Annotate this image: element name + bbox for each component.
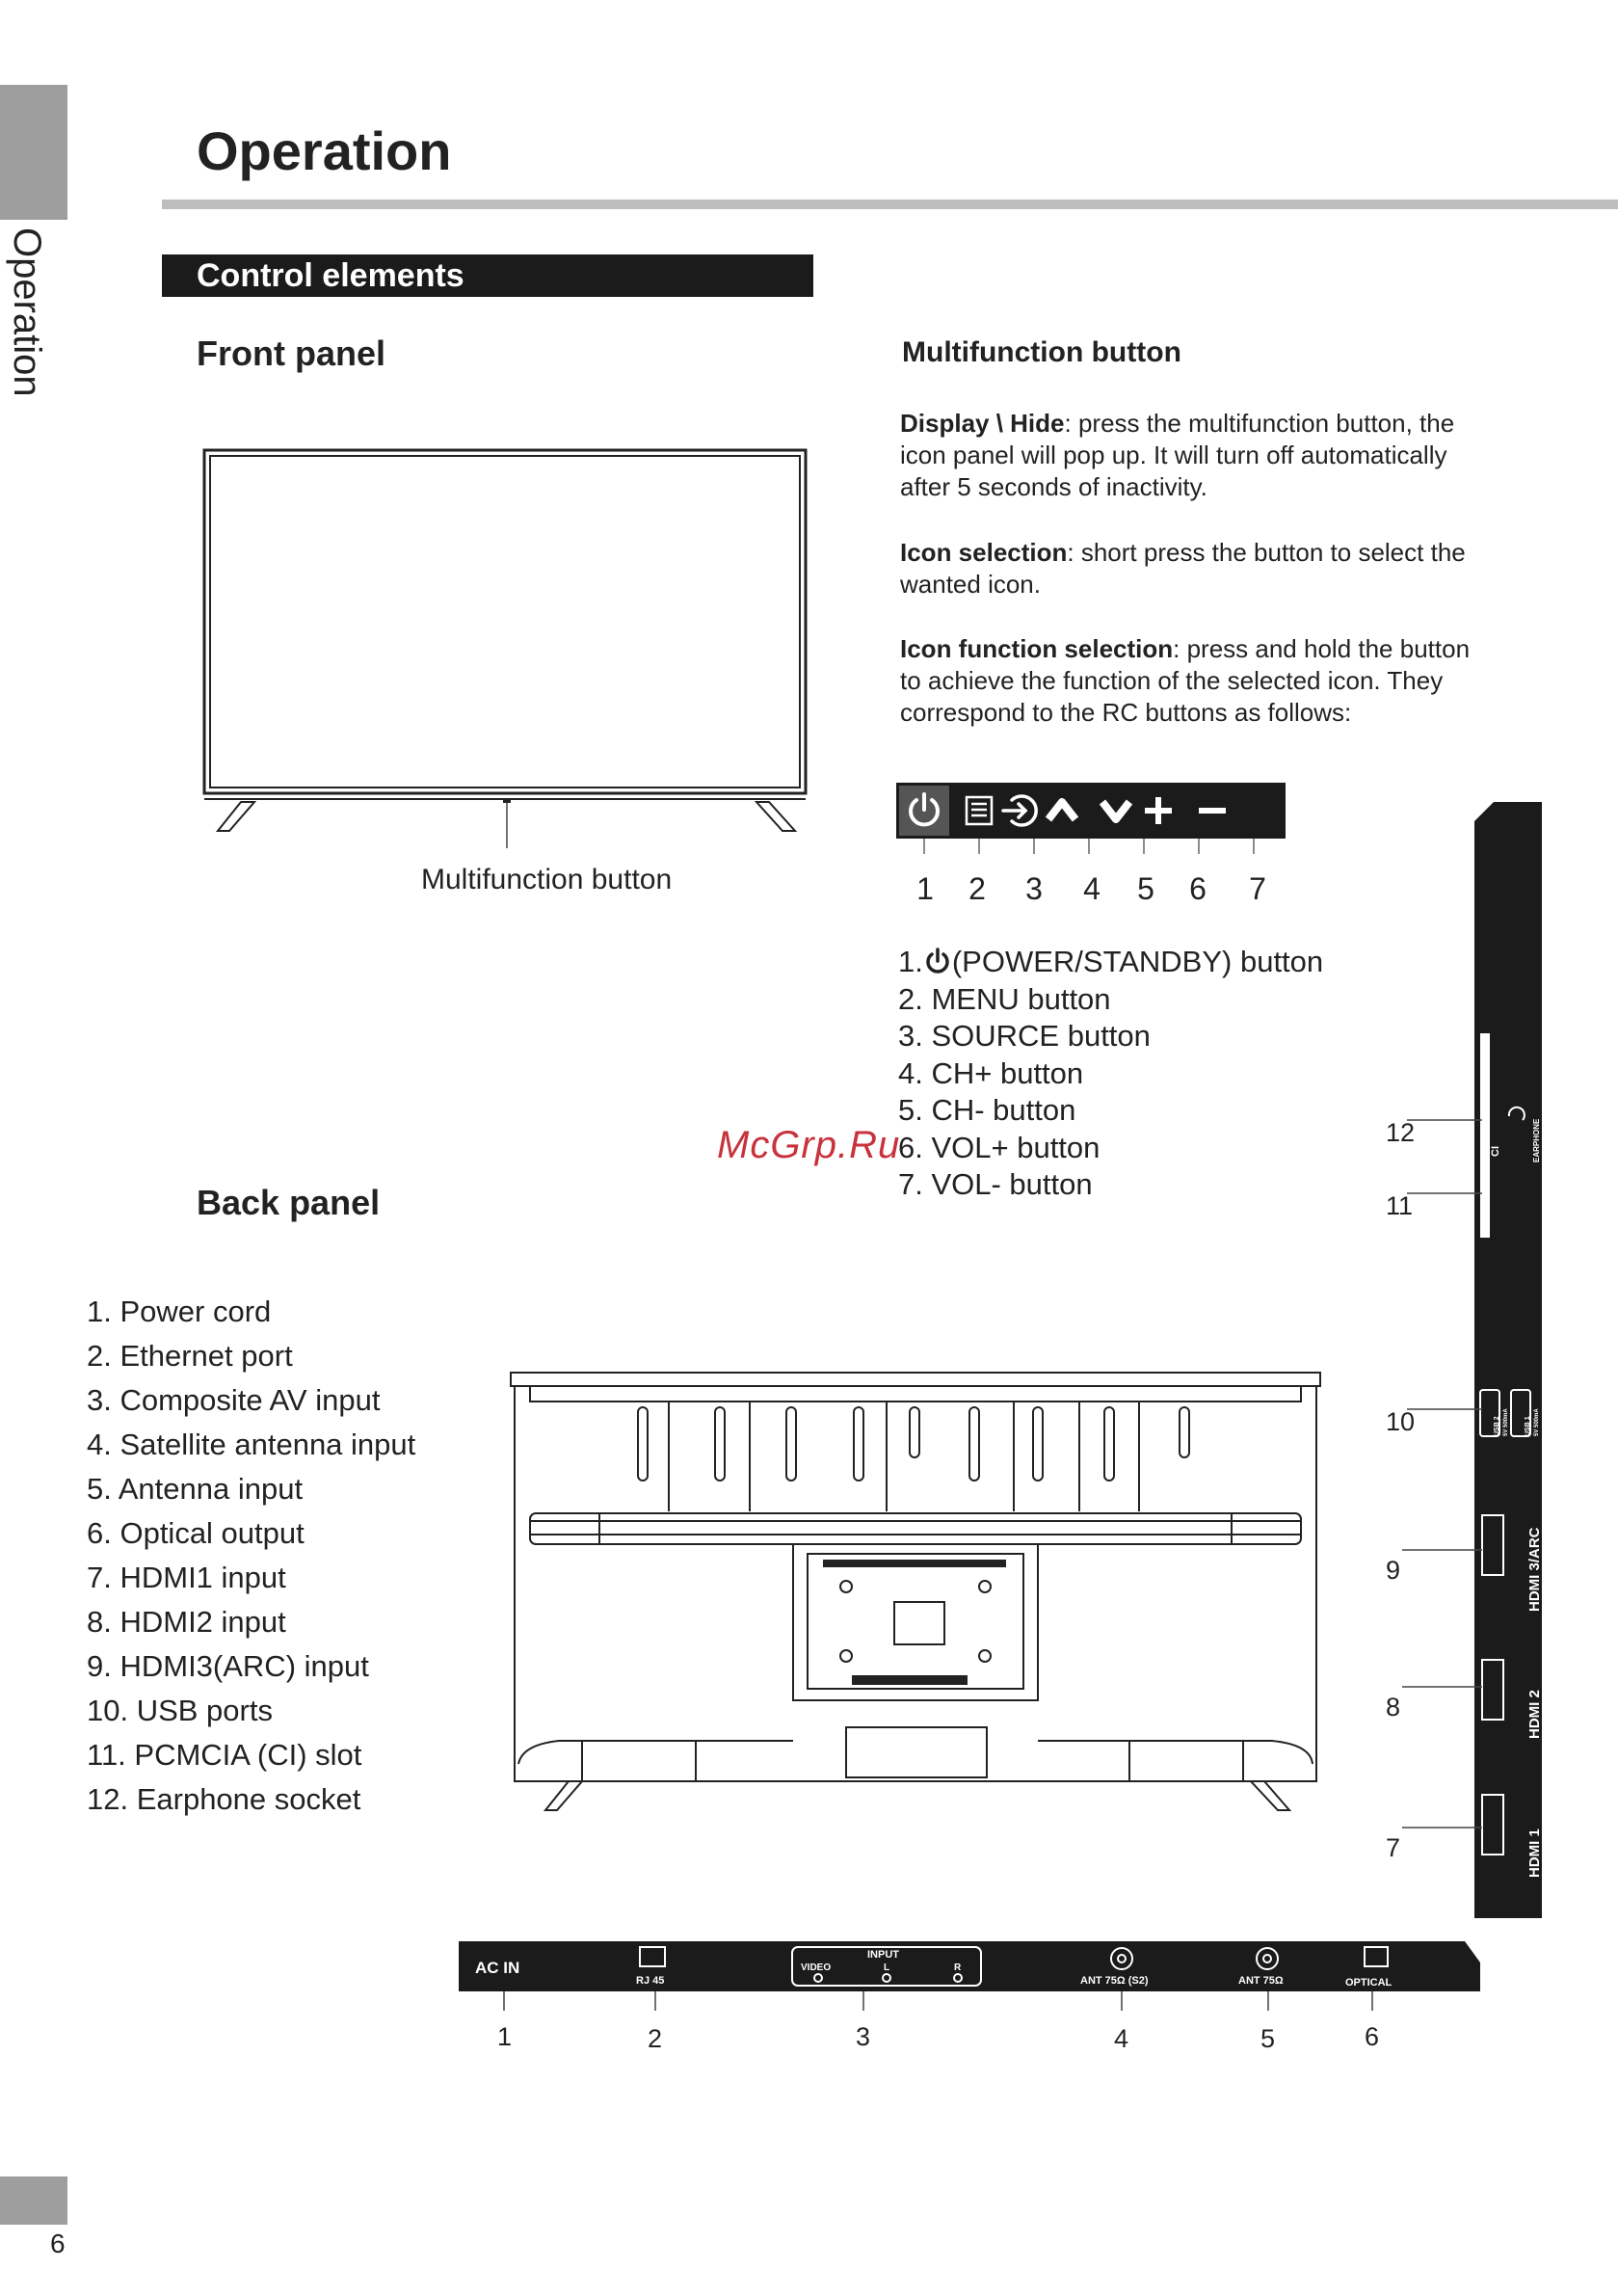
hdmi1-label: HDMI 1: [1526, 1829, 1543, 1878]
icon-leader-lines: [896, 839, 1286, 856]
multifunction-button-marker: [503, 798, 511, 803]
icon-number: 1: [916, 871, 934, 906]
title-rule: [162, 200, 1618, 209]
icon-number: 5: [1137, 871, 1154, 906]
callout-number: 1: [497, 2022, 513, 2051]
front-panel-heading: Front panel: [197, 334, 385, 373]
tv-screen: [210, 456, 800, 788]
video-label: VIDEO: [801, 1962, 832, 1973]
section-header: Control elements: [162, 254, 813, 297]
button-list-item: 3. SOURCE button: [898, 1019, 1151, 1053]
list-item: 4. Satellite antenna input: [87, 1428, 416, 1461]
callout-number: 9: [1386, 1556, 1401, 1585]
list-item: 9. HDMI3(ARC) input: [87, 1649, 369, 1683]
button-list-item: 2. MENU button: [898, 981, 1111, 1016]
ac-in-label: AC IN: [475, 1959, 520, 1977]
watermark: McGrp.Ru: [717, 1124, 901, 1166]
page-number-marker: [0, 2176, 67, 2225]
list-item: 1. Power cord: [87, 1295, 272, 1328]
side-connector-strip: [1378, 802, 1542, 1920]
usb1-rating: 5V 500mA: [1534, 1408, 1540, 1436]
audio-l-label: L: [884, 1962, 890, 1973]
button-list-item: 4. CH+ button: [898, 1055, 1084, 1090]
list-item: 7. HDMI1 input: [87, 1561, 286, 1594]
button-list-item: 6. VOL+ button: [898, 1130, 1101, 1164]
icon-selection-paragraph: Icon selection: short press the button to select the wanted icon.: [900, 538, 1466, 599]
ant-s2-label: ANT 75Ω (S2): [1080, 1975, 1149, 1987]
page-number: 6: [50, 2229, 66, 2258]
vent-slots: [638, 1407, 1189, 1481]
callout-number: 11: [1386, 1191, 1414, 1220]
button-list-item: 7. VOL- button: [898, 1167, 1093, 1201]
left-foot: [218, 802, 254, 831]
ant-label: ANT 75Ω: [1238, 1975, 1284, 1987]
audio-r-label: R: [954, 1962, 962, 1973]
callout-number: 10: [1386, 1407, 1416, 1436]
list-item: 5. Antenna input: [87, 1472, 304, 1506]
ci-slot: [1480, 1033, 1490, 1238]
callout-number: 7: [1386, 1833, 1401, 1862]
list-item: 8. HDMI2 input: [87, 1605, 286, 1639]
tv-front-illustration: [193, 443, 819, 848]
list-item: 6. Optical output: [87, 1516, 305, 1550]
tv-back-illustration: [501, 1367, 1330, 1887]
button-list-item: 1. (POWER/STANDBY) button: [898, 945, 1324, 978]
icon-number: 6: [1189, 871, 1207, 906]
usb1-label: USB 1: [1525, 1416, 1531, 1436]
right-foot: [756, 802, 795, 831]
callout-number: 3: [856, 2022, 871, 2051]
button-list: [898, 944, 1323, 1204]
icon-number: 2: [968, 871, 986, 906]
back-panel-list: [87, 1290, 415, 1822]
icon-panel: [896, 783, 1286, 839]
callout-number: 6: [1365, 2022, 1380, 2051]
ci-label: CI: [1490, 1146, 1501, 1157]
callout-number: 8: [1386, 1693, 1401, 1722]
input-label: INPUT: [867, 1949, 899, 1961]
side-tab-label: Operation: [6, 227, 48, 397]
hdmi3-label: HDMI 3/ARC: [1526, 1527, 1543, 1612]
icon-function-paragraph: Icon function selection: press and hold the button to achieve the function of the selected icon. They correspond to the RC buttons as follows:: [900, 634, 1471, 727]
back-panel-heading: Back panel: [197, 1183, 381, 1222]
list-item: 3. Composite AV input: [87, 1383, 381, 1417]
list-item: 11. PCMCIA (CI) slot: [87, 1738, 362, 1772]
list-item: 2. Ethernet port: [87, 1339, 293, 1373]
icon-number: 4: [1083, 871, 1101, 906]
callout-number: 2: [648, 2024, 663, 2053]
multifunction-button-caption: Multifunction button: [421, 864, 673, 895]
bottom-connector-strip: [459, 1939, 1482, 2011]
callout-number: 12: [1386, 1118, 1416, 1147]
list-item: 12. Earphone socket: [87, 1782, 361, 1816]
optical-label: OPTICAL: [1345, 1977, 1393, 1989]
icon-number: 7: [1249, 871, 1266, 906]
hdmi2-label: HDMI 2: [1526, 1690, 1543, 1739]
usb2-rating: 5V 500mA: [1503, 1408, 1509, 1436]
power-icon: [923, 947, 952, 975]
multifunction-heading: Multifunction button: [902, 336, 1181, 368]
side-tab-marker: [0, 85, 67, 220]
callout-number: 5: [1260, 2024, 1276, 2053]
callout-number: 4: [1114, 2024, 1129, 2053]
usb2-label: USB 2: [1494, 1416, 1500, 1436]
icon-number: 3: [1025, 871, 1043, 906]
earphone-label: EARPHONE: [1532, 1118, 1541, 1162]
list-item: 10. USB ports: [87, 1694, 273, 1727]
rj45-label: RJ 45: [636, 1975, 665, 1987]
button-list-item: 5. CH- button: [898, 1093, 1076, 1127]
page-title: Operation: [197, 120, 452, 181]
display-hide-paragraph: Display \ Hide: press the multifunction button, the icon panel will pop up. It will turn off automatically after 5 seconds of inactivity.: [900, 409, 1455, 501]
